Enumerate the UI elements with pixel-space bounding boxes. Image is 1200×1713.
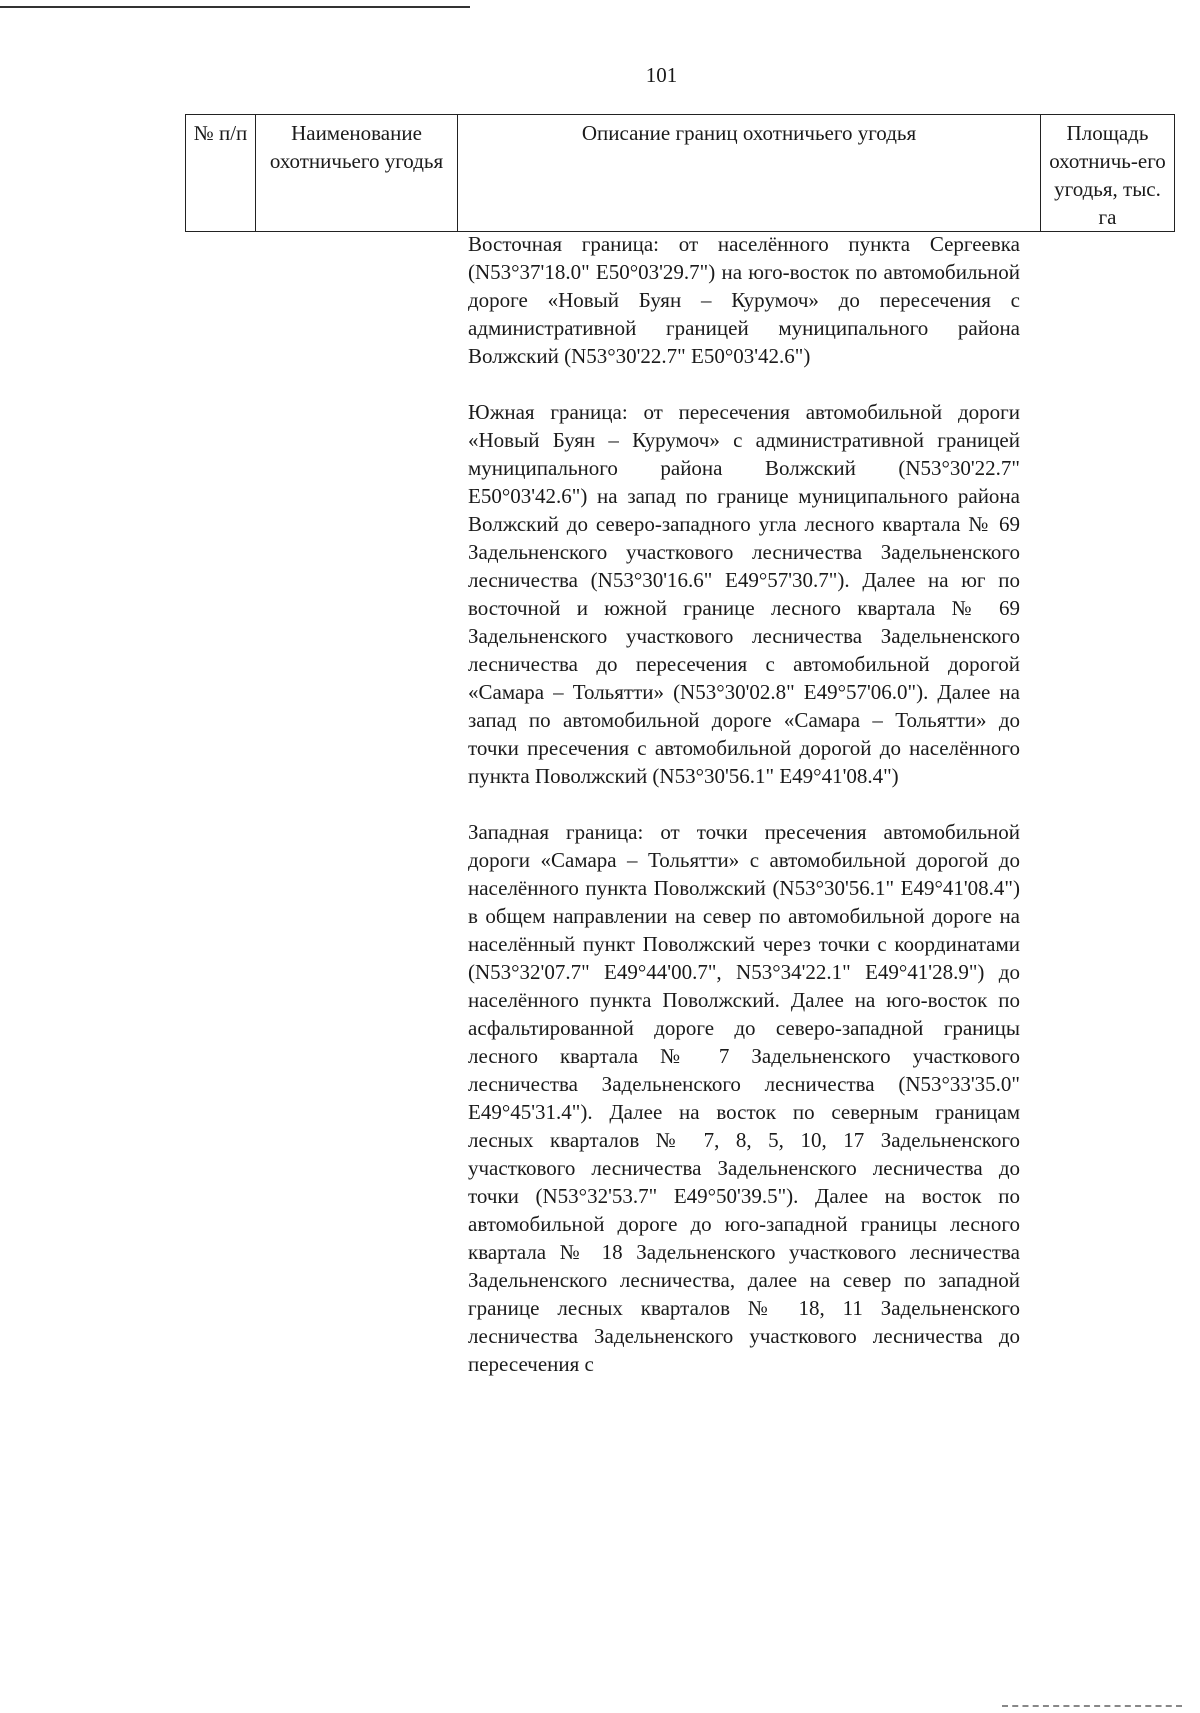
southern-boundary-paragraph: Южная граница: от пересечения автомобильной дороги «Новый Буян – Курумоч» с административной границей муниципального района Волжский (N53°30'22.7" E50°03'42.6") на запад по границе муниципального района Волжский до северо-западного угла лесного квартала № 69 Задельненского участкового лесничества Задельненского лесничества (N53°30'16.6" E49°57'30.7"). Далее на юг по восточной и южной границе лесного квартала № 69 Задельненского участкового лесничества Задельненского лесничества до пересечения с автомобильной дорогой «Самара – Тольятти» (N53°30'02.8" E49°57'06.0"). Далее на запад по автомобильной дороге «Самара – Тольятти» до точки пресечения с автомобильной дорогой до населённого пункта Поволжский (N53°30'56.1" E49°41'08.4") [468, 400, 1020, 788]
header-cell-area: Площадь охотничь-его угодья, тыс. га [1041, 115, 1175, 232]
header-cell-description: Описание границ охотничьего угодья [458, 115, 1041, 232]
boundaries-table-header [185, 114, 1175, 232]
eastern-boundary-paragraph: Восточная граница: от населённого пункта Сергеевка (N53°37'18.0" E50°03'29.7") на юго-восток по автомобильной дороге «Новый Буян – Курумоч» до пересечения с административной границей муниципального района Волжский (N53°30'22.7" E50°03'42.6") [468, 232, 1020, 368]
boundary-description [468, 230, 1020, 1378]
header-cell-number: № п/п [186, 115, 256, 232]
top-edge-rule [0, 6, 470, 8]
header-row [186, 115, 1175, 232]
bottom-edge-mark [1002, 1705, 1182, 1707]
header-cell-name: Наименование охотничьего угодья [256, 115, 458, 232]
western-boundary-paragraph: Западная граница: от точки пресечения автомобильной дороги «Самара – Тольятти» с автомобильной дорогой до населённого пункта Поволжский (N53°30'56.1" E49°41'08.4") в общем направлении на север по автомобильной дороге на населённый пункт Поволжский через точки с координатами (N53°32'07.7" E49°44'00.7", N53°34'22.1" E49°41'28.9") до населённого пункта Поволжский. Далее на юго-восток по асфальтированной дороге до северо-западной границы лесного квартала № 7 Задельненского участкового лесничества Задельненского лесничества (N53°33'35.0" E49°45'31.4"). Далее на восток по северным границам лесных кварталов № 7, 8, 5, 10, 17 Задельненского участкового лесничества Задельненского лесничества до точки (N53°32'53.7" E49°50'39.5"). Далее на восток по автомобильной дороге до юго-западной границы лесного квартала № 18 Задельненского участкового лесничества Задельненского лесничества, далее на север по западной границе лесных кварталов № 18, 11 Задельненского лесничества Задельненского участкового лесничества до пересечения с [468, 820, 1020, 1376]
page-number: 101 [645, 63, 678, 87]
